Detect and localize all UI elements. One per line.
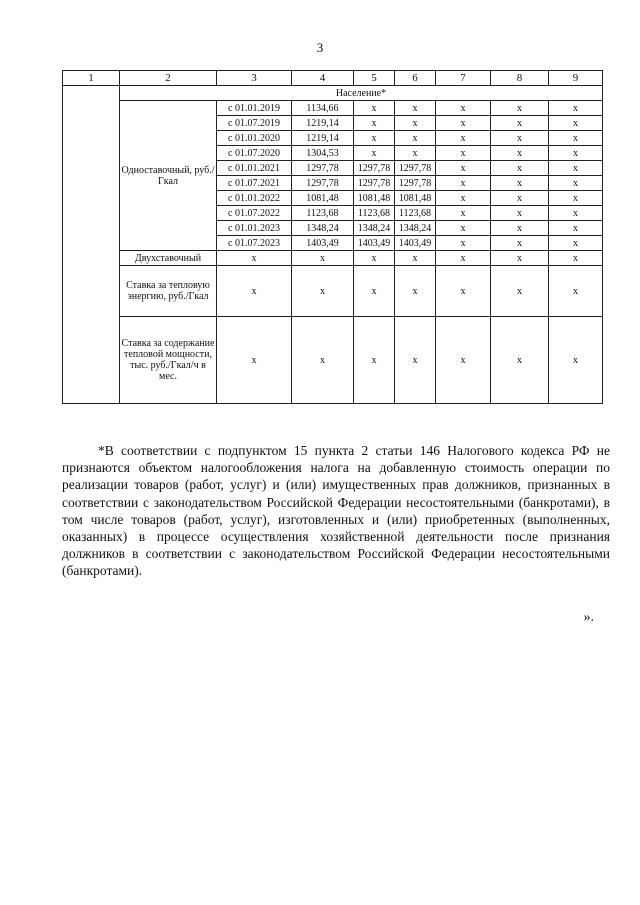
tariff-table — [62, 70, 603, 404]
two-rate-row — [63, 251, 603, 266]
value-cell: x — [549, 206, 603, 221]
value-cell: 1403,49 — [395, 236, 436, 251]
value-cell: x — [354, 116, 395, 131]
period-cell: с 01.07.2020 — [217, 146, 292, 161]
value-cell: x — [354, 146, 395, 161]
value-cell: 1348,24 — [292, 221, 354, 236]
value-cell: x — [491, 221, 549, 236]
value-cell: 1297,78 — [354, 161, 395, 176]
value-cell: x — [436, 266, 491, 317]
value-cell: x — [549, 101, 603, 116]
value-cell: x — [491, 131, 549, 146]
value-cell: x — [436, 191, 491, 206]
value-cell: 1081,48 — [354, 191, 395, 206]
value-cell: x — [491, 176, 549, 191]
value-cell: x — [549, 131, 603, 146]
value-cell: 1123,68 — [292, 206, 354, 221]
capacity-rate-row — [63, 317, 603, 404]
value-cell: x — [436, 116, 491, 131]
value-cell: x — [491, 236, 549, 251]
value-cell: x — [436, 206, 491, 221]
value-cell: x — [354, 251, 395, 266]
value-cell: x — [395, 266, 436, 317]
value-cell: x — [292, 251, 354, 266]
value-cell: x — [491, 116, 549, 131]
capacity-rate-label: Ставка за содержание тепловой мощности, тыс. руб./Гкал/ч в мес. — [120, 317, 217, 404]
value-cell: 1403,49 — [354, 236, 395, 251]
value-cell: x — [292, 317, 354, 404]
value-cell: x — [436, 236, 491, 251]
single-rate-row — [63, 101, 603, 116]
period-cell: с 01.01.2022 — [217, 191, 292, 206]
column-number: 1 — [63, 71, 120, 86]
value-cell: 1123,68 — [354, 206, 395, 221]
value-cell: x — [436, 317, 491, 404]
footnote-text: *В соответствии с подпунктом 15 пункта 2 статьи 146 Налогового кодекса РФ не признаются объектом налогообложения налога на добавленную стоимость операции по реализации товаров (работ, услуг) и (или) имущественных прав должников, признанных в соответствии с законодательством Российской Федерации несостоятельными (банкротами), в том числе товаров (работ, услуг), изготовленных и (или) приобретенных (выполненных, оказанных) в процессе осуществления хозяйственной деятельности после признания должников в соответствии с законодательством Российской Федерации несостоятельными (банкротами). — [62, 443, 610, 579]
value-cell: 1134,66 — [292, 101, 354, 116]
period-cell: с 01.07.2022 — [217, 206, 292, 221]
period-cell: с 01.07.2021 — [217, 176, 292, 191]
group-title: Население* — [120, 86, 603, 101]
value-cell: x — [354, 266, 395, 317]
value-cell: x — [395, 131, 436, 146]
column-number: 3 — [217, 71, 292, 86]
column-number: 2 — [120, 71, 217, 86]
value-cell: x — [491, 146, 549, 161]
column-number: 5 — [354, 71, 395, 86]
column-number: 6 — [395, 71, 436, 86]
value-cell: x — [436, 131, 491, 146]
value-cell: x — [395, 146, 436, 161]
footnote — [62, 442, 610, 580]
value-cell: 1297,78 — [354, 176, 395, 191]
value-cell: x — [549, 176, 603, 191]
value-cell: x — [395, 116, 436, 131]
value-cell: 1219,14 — [292, 116, 354, 131]
value-cell: 1297,78 — [395, 161, 436, 176]
value-cell: 1403,49 — [292, 236, 354, 251]
value-cell: 1123,68 — [395, 206, 436, 221]
value-cell: x — [436, 221, 491, 236]
value-cell: x — [354, 317, 395, 404]
period-cell: с 01.01.2020 — [217, 131, 292, 146]
value-cell: x — [436, 176, 491, 191]
value-cell: x — [491, 191, 549, 206]
value-cell: 1219,14 — [292, 131, 354, 146]
value-cell: x — [354, 101, 395, 116]
value-cell: x — [549, 146, 603, 161]
value-cell: 1297,78 — [292, 161, 354, 176]
column-number: 9 — [549, 71, 603, 86]
column-number: 7 — [436, 71, 491, 86]
energy-rate-label: Ставка за тепловую энергию, руб./Гкал — [120, 266, 217, 317]
value-cell: x — [436, 251, 491, 266]
period-cell: с 01.01.2023 — [217, 221, 292, 236]
column-number-row — [63, 71, 603, 86]
value-cell: x — [217, 266, 292, 317]
value-cell: 1081,48 — [292, 191, 354, 206]
value-cell: x — [395, 101, 436, 116]
value-cell: 1304,53 — [292, 146, 354, 161]
value-cell: x — [491, 101, 549, 116]
value-cell: x — [491, 317, 549, 404]
value-cell: x — [217, 317, 292, 404]
value-cell: x — [217, 251, 292, 266]
value-cell: x — [549, 236, 603, 251]
page-number: 3 — [316, 40, 324, 55]
period-cell: с 01.01.2021 — [217, 161, 292, 176]
value-cell: x — [491, 206, 549, 221]
value-cell: x — [436, 101, 491, 116]
value-cell: x — [549, 161, 603, 176]
value-cell: x — [549, 221, 603, 236]
value-cell: x — [436, 161, 491, 176]
closing-mark: ». — [583, 610, 594, 625]
period-cell: с 01.07.2023 — [217, 236, 292, 251]
value-cell: x — [549, 116, 603, 131]
value-cell: 1348,24 — [354, 221, 395, 236]
value-cell: x — [549, 251, 603, 266]
value-cell: x — [491, 251, 549, 266]
value-cell: x — [549, 317, 603, 404]
value-cell: x — [436, 146, 491, 161]
value-cell: 1348,24 — [395, 221, 436, 236]
energy-rate-row — [63, 266, 603, 317]
value-cell: x — [491, 266, 549, 317]
period-cell: с 01.01.2019 — [217, 101, 292, 116]
group-row — [63, 86, 603, 101]
column-number: 4 — [292, 71, 354, 86]
empty-column-cell — [63, 86, 120, 404]
value-cell: x — [549, 191, 603, 206]
single-rate-label: Одноставочный, руб./Гкал — [120, 101, 217, 251]
value-cell: x — [491, 161, 549, 176]
value-cell: 1297,78 — [395, 176, 436, 191]
value-cell: 1081,48 — [395, 191, 436, 206]
column-number: 8 — [491, 71, 549, 86]
value-cell: x — [549, 266, 603, 317]
value-cell: x — [292, 266, 354, 317]
value-cell: x — [354, 131, 395, 146]
value-cell: 1297,78 — [292, 176, 354, 191]
two-rate-label: Двухставочный — [120, 251, 217, 266]
value-cell: x — [395, 251, 436, 266]
period-cell: с 01.07.2019 — [217, 116, 292, 131]
value-cell: x — [395, 317, 436, 404]
